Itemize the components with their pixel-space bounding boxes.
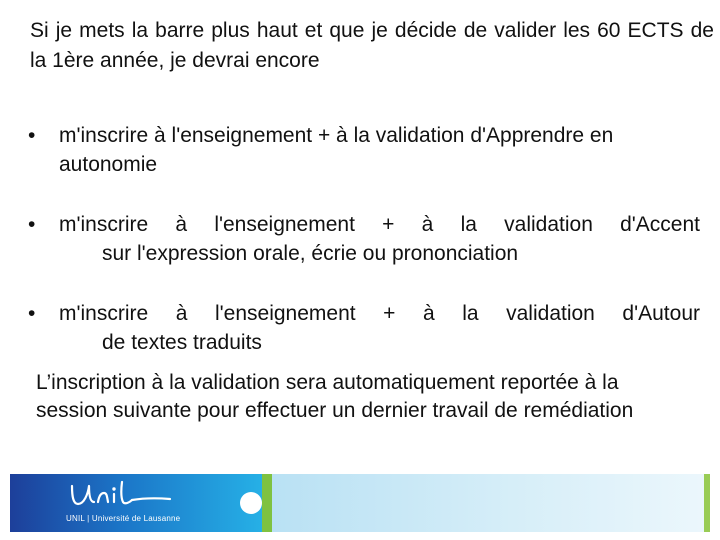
footer-banner — [10, 474, 710, 532]
list-item — [28, 121, 700, 179]
footer-band-edge — [704, 474, 710, 532]
bullet-line-continued: de textes traduits — [102, 331, 262, 354]
bullet-line-continued: sur l'expression orale, écrie ou prononciation — [102, 242, 519, 265]
bullet-line: m'inscrire à l'enseignement + à la validation d'Autour — [59, 302, 700, 325]
bullet-list — [28, 121, 700, 357]
footer-band-light — [272, 474, 710, 532]
bullet-line: m'inscrire à l'enseignement + à la validation d'Apprendre en — [59, 124, 614, 147]
list-item — [28, 210, 700, 268]
logo-caption: UNIL | Université de Lausanne — [66, 514, 181, 523]
bullet-dot: • — [28, 302, 36, 325]
footer-band-green — [262, 474, 272, 532]
unil-logo-icon — [66, 478, 176, 512]
bullet-line: m'inscrire à l'enseignement + à la validation d'Accent — [59, 213, 700, 236]
intro-text: Si je mets la barre plus haut et que je décide de valider les 60 ECTS de la 1ère année, je devrai encore — [30, 19, 714, 72]
bullet-dot: • — [28, 213, 36, 236]
bullet-line-continued: autonomie — [59, 153, 158, 176]
bullet-dot: • — [28, 124, 36, 147]
footer-dot — [240, 492, 262, 514]
list-item — [28, 299, 700, 357]
note-text: L’inscription à la validation sera automatiquement reportée à la session suivante pour effectuer un dernier travail de remédiation — [36, 371, 634, 422]
